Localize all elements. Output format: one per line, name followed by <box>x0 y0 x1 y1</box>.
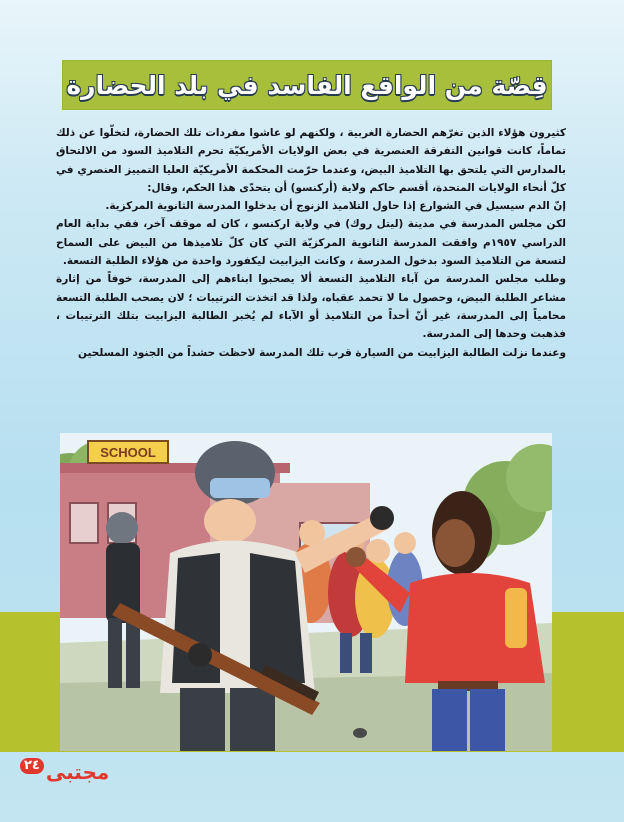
article-body <box>56 124 566 362</box>
illustration-scene <box>60 433 552 751</box>
rock <box>353 728 367 738</box>
story-illustration <box>60 433 552 751</box>
paragraph-intro: كثيرون هؤلاء الذين تغرّهم الحضارة الغربية ، ولكنهم لو عاشوا مفردات تلك الحضارة، لتخلّوا عن ذلك تماماً، كانت قوانين التفرقة العنصرية في بعض الولايات الأمريكيّة تحرم التلاميذ السود من الالتحاق بالمدارس التي يلتحق بها التلاميذ البيض، وعندما حرّمت المحكمة الأمريكيّة العليا التمييز العنصري في كلّ أنحاء الولايات المتحدة، أقسم حاكم ولاية (أركنسو) أن يتحدّى هذا الحكم، وقال: <box>56 127 566 194</box>
school-sign-text: SCHOOL <box>100 445 156 460</box>
paragraph-quote: إنّ الدم سيسيل في الشوارع إذا حاول التلاميذ الزنوج أن يدخلوا المدرسة الثانوية المركزية. <box>105 200 566 213</box>
school-sign <box>88 441 168 463</box>
brand-logo: مجتبى <box>45 760 110 784</box>
paragraph-arrangements: وطلب مجلس المدرسة من آباء التلاميذ التسعة ألا يصحبوا ابناءهم إلى المدرسة، خوفاً من إثارة مشاعر الطلبة البيض، وحصول ما لا تحمد عقباه، ولذا قد اتخذت الترتيبات ؛ لان يصحب الطلبة التسعة محامياً إلى المدرسة، غير أنّ أحداً من التلاميذ أو الآباء لم يُخبر الطالبة اليزابيت بتلك الترتيبات ، فذهبت وحدها إلى المدرسة. <box>56 273 566 341</box>
paragraph-school-board: لكن مجلس المدرسة في مدينة (ليتل روك) في ولاية اركنسو ، كان له موقف آخر، ففي بداية العام الدراسي ١٩٥٧م وافقت المدرسة الثانوية المركزيّة التي كان كلّ تلاميذها من البيض على السماح لتسعة من التلاميذ السود بدخول المدرسة ، وكانت اليزابيت ليكفورد واحدة من هؤلاء الطلبة التسعة. <box>56 218 567 268</box>
paragraph-arrival: وعندما نزلت الطالبة اليزابيت من السيارة قرب تلك المدرسة لاحظت حشداً من الجنود المسلحين <box>78 346 566 359</box>
magazine-brand <box>20 752 109 792</box>
page-title: قِصّة من الواقع الفاسد في بلد الحضارة <box>66 70 548 100</box>
page-number-badge: ٢٤ <box>20 758 44 774</box>
title-banner <box>62 60 552 110</box>
